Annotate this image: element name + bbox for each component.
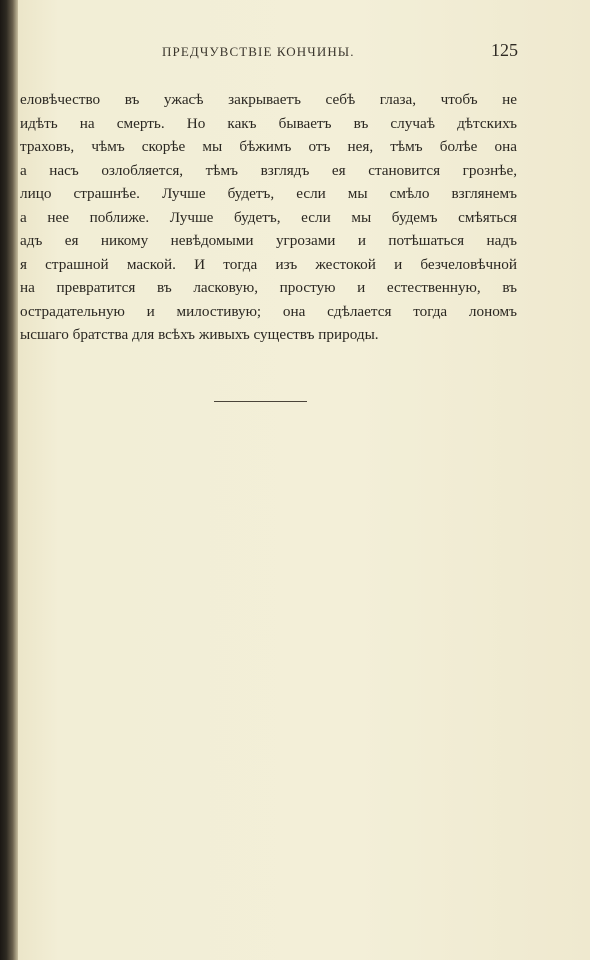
page-header xyxy=(20,40,520,66)
text-line: лицо страшнѣе. Лучше будетъ, если мы смѣло взглянемъ xyxy=(20,185,517,202)
text-line: траховъ, чѣмъ скорѣе мы бѣжимъ отъ нея, тѣмъ болѣе она xyxy=(20,138,517,155)
section-end-rule xyxy=(214,401,307,402)
text-line: а насъ озлобляется, тѣмъ взглядъ ея становится грознѣе, xyxy=(20,161,517,179)
text-line: адъ ея никому невѣдомыми угрозами и потѣшаться надъ xyxy=(20,232,517,249)
text-line: я страшной маской. И тогда изъ жестокой и безчеловѣчной xyxy=(20,255,517,273)
running-head: ПРЕДЧУВСТВІЕ КОНЧИНЫ. xyxy=(162,44,355,59)
text-line-last: ысшаго братства для всѣхъ живыхъ существъ природы. xyxy=(20,326,379,343)
text-line: острадательную и милостивую; она сдѣлается тогда лономъ xyxy=(20,302,517,320)
page-number: 125 xyxy=(491,40,518,60)
text-line: а нее поближе. Лучше будетъ, если мы будемъ смѣяться xyxy=(20,208,517,226)
text-line: на превратится въ ласковую, простую и естественную, въ xyxy=(20,279,517,296)
book-spine-shadow xyxy=(0,0,18,960)
text-line: идѣть на смерть. Но какъ бываетъ въ случаѣ дѣтскихъ xyxy=(20,114,517,132)
body-text xyxy=(20,88,517,347)
text-line: еловѣчество въ ужасѣ закрываетъ себѣ глаза, чтобъ не xyxy=(20,91,517,108)
